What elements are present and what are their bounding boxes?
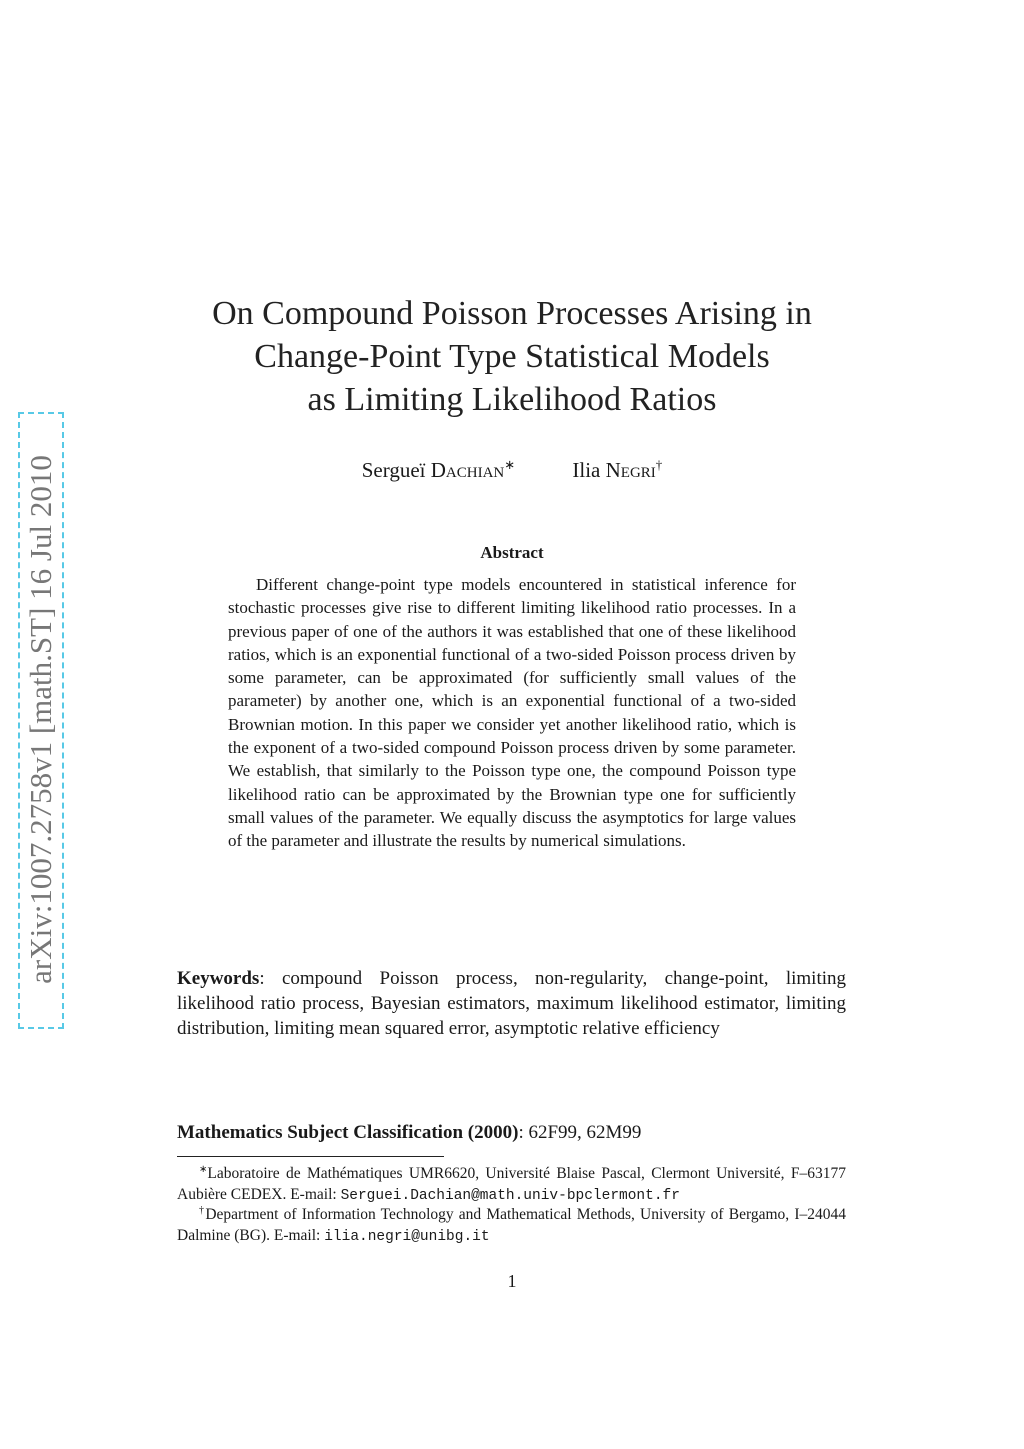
abstract-heading: Abstract xyxy=(480,543,544,562)
author-first-name: Ilia xyxy=(572,458,601,482)
author-negri xyxy=(572,451,662,484)
footnote-mark: † xyxy=(199,1205,206,1216)
author-last-name: Negri xyxy=(605,458,656,482)
footnote-text: Laboratoire de Mathématiques UMR6620, Université Blaise Pascal, Clermont Université, F–63177 Aubière CEDEX. E-mail: xyxy=(177,1165,846,1204)
footnote-text: Department of Information Technology and Mathematical Methods, University of Bergamo, I–24044 Dalmine (BG). E-mail: xyxy=(177,1206,847,1245)
msc-classification: Mathematics Subject Classification (2000): 62F99, 62M99 xyxy=(177,1122,642,1143)
author-last-name: Dachian xyxy=(430,458,505,482)
msc-codes: 62F99, 62M99 xyxy=(528,1122,642,1143)
keywords-text: compound Poisson process, non-regularity, change-point, limiting likelihood ratio process, Bayesian estimators, maximum likelihood estimator, limiting distribution, limiting mean squared error, asymptotic relative efficiency xyxy=(177,968,847,1039)
page-number: 1 xyxy=(507,1271,517,1291)
title-line-2: Change-Point Type Statistical Models xyxy=(254,338,770,375)
author-footnote-mark: ∗ xyxy=(504,457,516,472)
author-dachian xyxy=(362,451,515,484)
authors xyxy=(120,451,904,484)
email-link[interactable]: ilia.negri@unibg.it xyxy=(324,1229,490,1246)
keywords-label: Keywords xyxy=(177,968,260,989)
msc-label: Mathematics Subject Classification (2000) xyxy=(177,1122,519,1143)
title-line-1: On Compound Poisson Processes Arising in xyxy=(212,295,812,332)
arxiv-stamp: arXiv:1007.2758v1 [math.ST] 16 Jul 2010 xyxy=(23,455,58,984)
author-footnote-mark: † xyxy=(655,457,663,472)
abstract-text: Different change-point type models encountered in statistical inference for stochastic processes give rise to different limiting likelihood ratio processes. In a previous paper of one of the authors it was established that one of these likelihood ratios, which is an exponential functional of a two-sided Poisson process driven by some parameter, can be approximated (for sufficiently small values of the parameter) by another one, which is an exponential functional of a two-sided Brownian motion. In this paper we consider yet another likelihood ratio, which is the exponent of a two-sided compound Poisson process driven by some parameter. We establish, that similarly to the Poisson type one, the compound Poisson type likelihood ratio can be approximated by the Brownian type one for sufficiently small values of the parameter. We equally discuss the asymptotics for large values of the parameter and illustrate the results by numerical simulations. xyxy=(228,575,796,851)
footnote-2 xyxy=(177,1200,846,1248)
author-first-name: Sergueï xyxy=(361,458,426,482)
email-link[interactable]: Serguei.Dachian@math.univ-bpclermont.fr xyxy=(340,1188,680,1205)
paper-title xyxy=(120,292,904,421)
footnote-rule xyxy=(177,1156,444,1157)
footnote-mark: ∗ xyxy=(199,1164,208,1175)
keywords: Keywords: compound Poisson process, non-regularity, change-point, limiting likelihood ratio process, Bayesian estimators, maximum likelihood estimator, limiting distribution, limiting mean squared error, asymptotic relative efficiency xyxy=(177,968,847,1039)
title-line-3: as Limiting Likelihood Ratios xyxy=(307,381,717,418)
